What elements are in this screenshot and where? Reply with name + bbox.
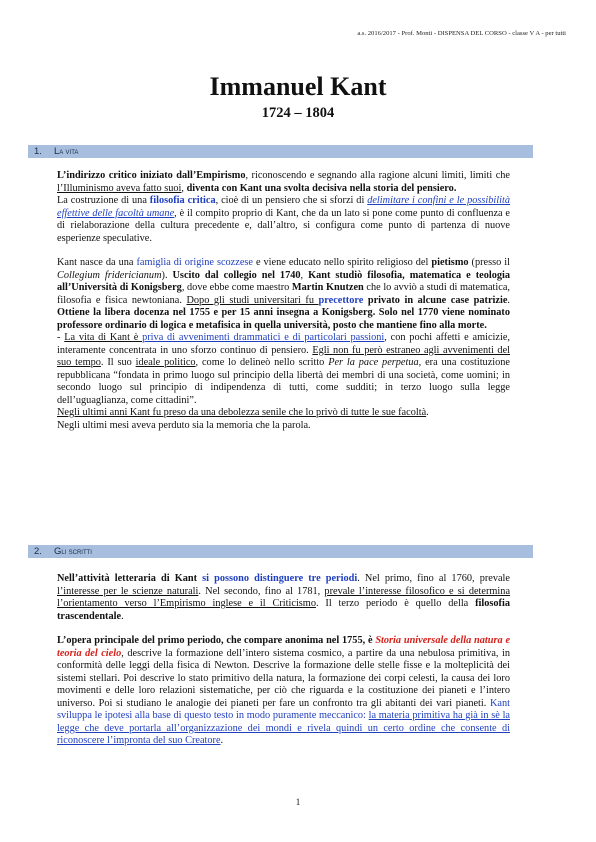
text: , dove ebbe come maestro [181, 282, 292, 293]
text-underlined: Negli ultimi anni Kant fu preso da una debolezza senile che lo privò di tutte le sue facoltà [57, 407, 427, 418]
text-bold: diventa con Kant una svolta decisiva nella storia del pensiero. [186, 182, 457, 194]
text-underlined: l’Illuminismo aveva fatto suoi [57, 182, 182, 194]
text-bold: privato in alcune case patrizie [363, 294, 508, 306]
text: , era una costituzione repubblicana “fondata in primo luogo sul principio della libertà dei membri di una società, come uomini; in secondo luogo sul principio di indipendenza di tutti, come sudditi; in terzo luogo sulla legge dell’uguaglianza, come cittadini”. [57, 357, 510, 406]
text: . Nel primo, fino al 1760, prevale [357, 573, 510, 584]
text: , cioè di un pensiero che si sforzi di [215, 195, 368, 206]
text: Kant nasce da una [57, 257, 137, 268]
text: . Il terzo periodo è quello della [315, 598, 476, 609]
text: . Nel secondo, fino al 1781, [198, 585, 325, 597]
section-title-first: G [54, 546, 62, 557]
text-underlined-blue: la materia primitiva ha già in sè la legge che deve portarla all’organizzazione dei mondi e rivela quindi un certo ordine che consente di riconoscere l’impronta del suo Creatore [57, 710, 510, 746]
page-header: a.s. 2016/2017 - Prof. Monti - DISPENSA DEL CORSO - classe V A - per tutti [357, 30, 566, 37]
text-underlined-blue: priva di avvenimenti drammatici e di particolari passioni [142, 332, 385, 343]
paragraph [57, 407, 510, 420]
text: . [426, 407, 429, 418]
text-underlined: prevale l’interesse filosofico e si determina l’orientamento verso l’Empirismo inglese e il Criticismo [57, 585, 511, 609]
text: . [121, 610, 124, 622]
text-bold: filosofia trascendentale [57, 598, 510, 622]
text-underlined: Egli non fu però estraneo agli avvenimenti del suo tempo [57, 344, 511, 368]
text: Negli ultimi mesi aveva perduto sia la memoria che la parola. [57, 419, 311, 431]
page-number: 1 [295, 797, 301, 807]
text: . [220, 735, 224, 746]
paragraph [57, 332, 510, 407]
text-bold: Ottiene la libera docenza nel 1755 e per 15 anni insegna a Konigsberg. Solo nel 1770 viene nominato professore ordinario di logica e metafisica in quella università, posto che mantiene fino alla morte. [57, 307, 510, 331]
text: La costruzione di una [57, 195, 150, 206]
text: . [507, 294, 510, 306]
paragraph [57, 635, 510, 748]
text: , riconoscendo e segnando alla ragione alcuni limiti, limiti che [245, 170, 510, 181]
section-number: 1. [34, 146, 42, 157]
text: - [57, 332, 65, 343]
text-bold: Uscito dal collegio nel 1740 [172, 269, 301, 281]
text-italic: Per la pace perpetua [328, 357, 419, 368]
section-gli-scritti-body [57, 573, 510, 748]
text-bold: Kant studiò filosofia, matematica e teologia all’Università di Konigsberg [57, 269, 511, 293]
text: , è il compito proprio di Kant, che da un lato si pone come punto di confluenza e di rielaborazione della cultura precedente e, dall’altro, si configura come punto di partenza di nuove esperienze speculative. [57, 207, 510, 244]
text-bold-blue: filosofia critica [149, 195, 216, 206]
text: , [300, 269, 309, 281]
text: , come lo delineò nello scritto [195, 357, 329, 368]
text-blue: famiglia di origine scozzese [136, 257, 253, 268]
page-title: Immanuel Kant [209, 72, 387, 101]
section-heading-gli-scritti [28, 545, 533, 558]
page-subtitle: 1724 – 1804 [261, 105, 335, 121]
text-bold-blue: precettore [318, 294, 364, 306]
text-underlined: La vita di Kant è [64, 332, 143, 343]
text-bold: Nell’attività letteraria di Kant [57, 573, 203, 584]
text: che lo avviò a studi di matematica, filosofia e fisica newtoniana. [57, 282, 510, 306]
text-italic-underlined: delimitare i confini e le possibilità effettive delle facoltà umane [57, 195, 511, 219]
paragraph [57, 257, 510, 332]
text-blue: Kant sviluppa le ipotesi alla base di questo testo in modo puramente meccanico: [57, 697, 510, 721]
paragraph [57, 170, 510, 195]
text-bold-italic-red: Storia universale della natura e teoria del cielo [57, 635, 511, 659]
section-title-first: L [54, 146, 60, 157]
text: , descrive la formazione dell’intero sistema cosmico, a partire da una nebulosa primitiva, in conformità delle leggi della fisica di Newton. Descrive la formazione delle stelle fisse e la molteplicità dei sistemi stellari. Poi descrive lo stato primitivo della natura, la formazione dei corpi celesti, la causa dei loro movimenti e delle loro relazioni sistematiche, per ciò che riguarda e la costituzione dei pianeti e l’intero universo. Poi si studiano le analogie dei pianeti per fare un confronto tra gli abitanti dei vari pianeti. [57, 647, 511, 709]
text-bold: pietismo [431, 257, 469, 268]
text-bold: Martin Knutzen [291, 282, 364, 293]
section-heading-la-vita [28, 145, 533, 158]
text: , [181, 182, 187, 194]
text-bold-blue: si possono distinguere tre periodi [202, 573, 358, 584]
text-underlined: l’interesse per le scienze naturali [57, 585, 199, 597]
text: . Il suo [100, 357, 136, 368]
paragraph [57, 195, 510, 245]
section-number: 2. [34, 546, 42, 557]
section-la-vita-body [57, 170, 510, 432]
text: ). [161, 269, 173, 281]
text: e viene educato nello spirito religioso del [252, 257, 432, 268]
text-underlined: Dopo gli studi universitari fu [186, 294, 319, 306]
text-italic: Collegium fridericianum [57, 269, 162, 281]
text-bold: L’opera principale del primo periodo, che compare anonima nel 1755, è [57, 635, 376, 646]
paragraph [57, 420, 510, 433]
section-title-rest: a vita [59, 147, 79, 156]
text: , con pochi affetti e amicizie, interamente concentrata in uno sforzo continuo di pensiero. [57, 332, 510, 356]
text-bold: L’indirizzo critico iniziato dall’Empirismo [57, 170, 246, 181]
text: (presso il [468, 257, 511, 268]
section-title-rest: li scritti [61, 547, 92, 556]
paragraph [57, 573, 510, 623]
text-underlined: ideale politico [135, 357, 196, 368]
